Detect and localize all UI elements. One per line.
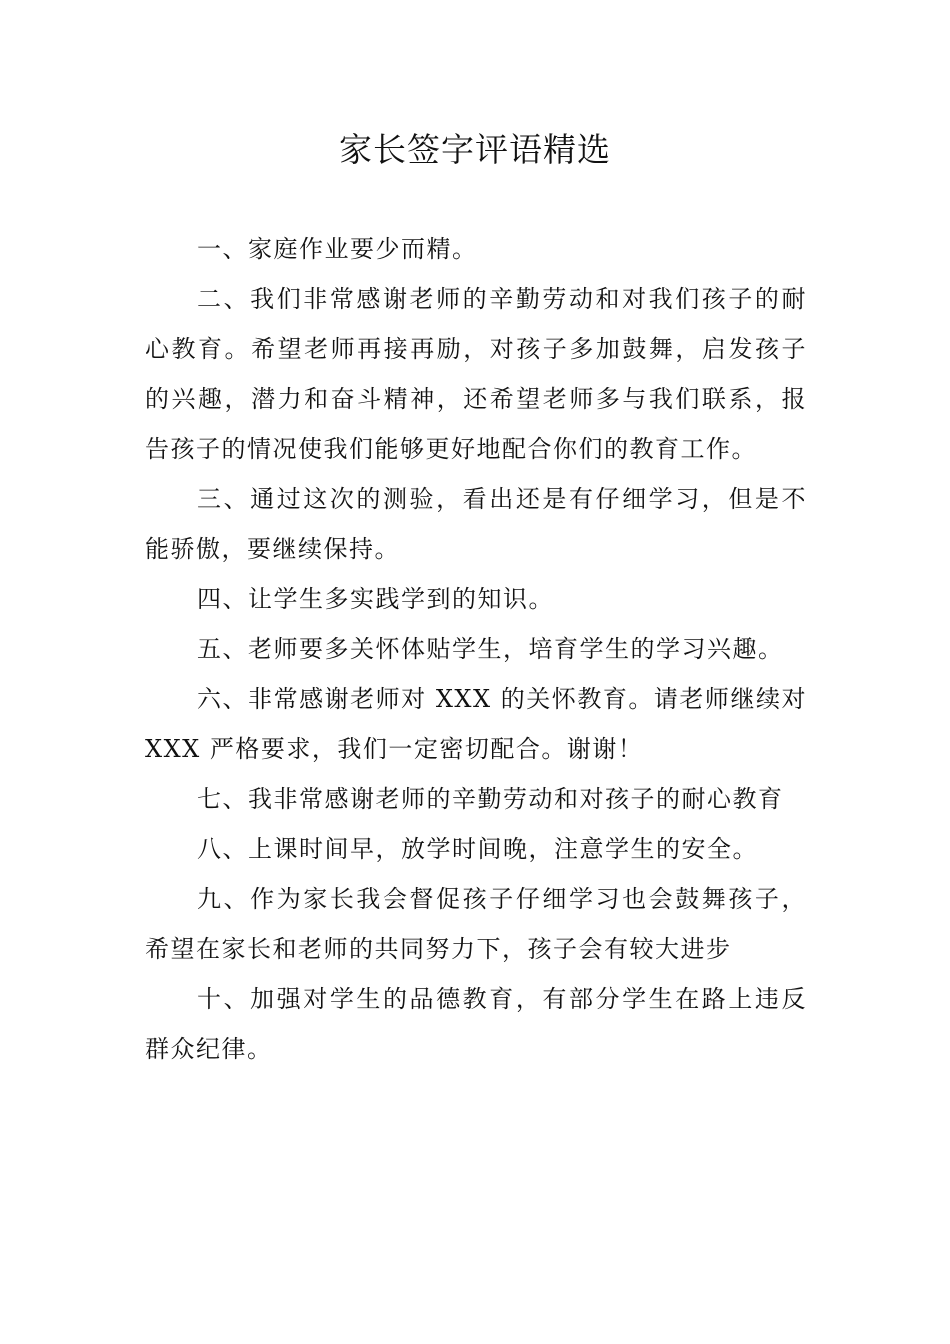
document-title: 家长签字评语精选 — [339, 130, 611, 169]
paragraph-2: 二、我们非常感谢老师的辛勤劳动和对我们孩子的耐心教育。希望老师再接再励，对孩子多加鼓舞，启发孩子的兴趣，潜力和奋斗精神，还希望老师多与我们联系，报告孩子的情况使我们能够更好地配合你们的教育工作。 — [145, 285, 807, 463]
paragraph-4: 四、让学生多实践学到的知识。 — [197, 585, 554, 613]
paragraph-3: 三、通过这次的测验，看出还是有仔细学习，但是不能骄傲，要继续保持。 — [145, 485, 807, 563]
paragraph-9: 九、作为家长我会督促孩子仔细学习也会鼓舞孩子，希望在家长和老师的共同努力下，孩子会有较大进步 — [145, 885, 807, 963]
paragraph-8: 八、上课时间早，放学时间晚，注意学生的安全。 — [197, 835, 758, 863]
paragraph-7: 七、我非常感谢老师的辛勤劳动和对孩子的耐心教育 — [197, 785, 784, 813]
document-body — [145, 224, 807, 1074]
paragraph-1: 一、家庭作业要少而精。 — [197, 235, 478, 263]
paragraph-10: 十、加强对学生的品德教育，有部分学生在路上违反群众纪律。 — [145, 985, 807, 1063]
paragraph-5: 五、老师要多关怀体贴学生，培育学生的学习兴趣。 — [197, 635, 784, 663]
paragraph-6: 六、非常感谢老师对 XXX 的关怀教育。请老师继续对 XXX 严格要求，我们一定密切配合。谢谢！ — [145, 685, 807, 763]
